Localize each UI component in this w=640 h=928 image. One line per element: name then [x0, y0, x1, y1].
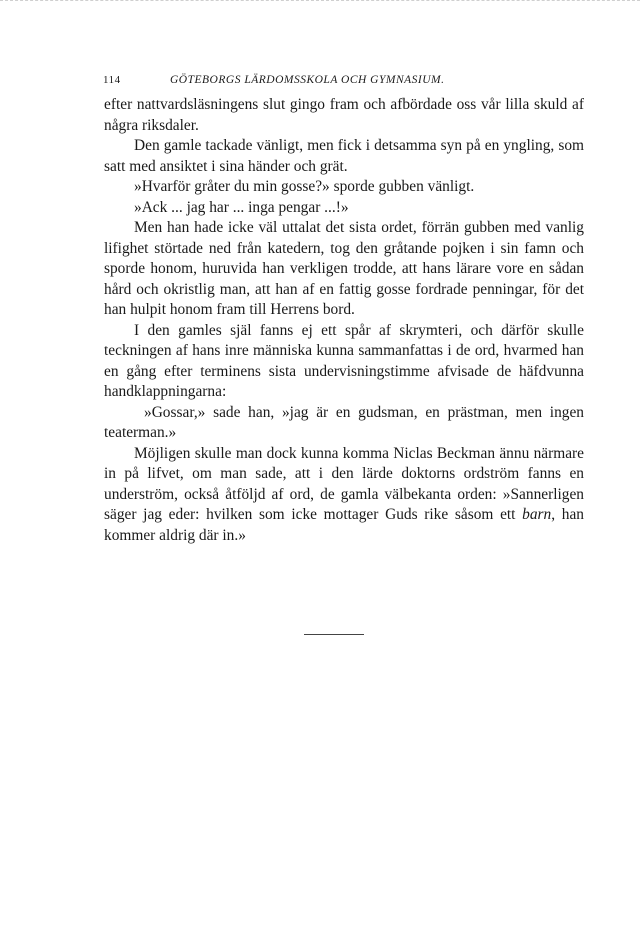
- paragraph-5: Men han hade icke väl uttalat det sista ordet, förrän gubben med vanlig lifighet störtade ned från katedern, tog den gråtande pojken i sin famn och sporde honom, huruvida han verkligen trodde, att hans lärare vore en sådan hård och okristlig man, att han af en fattig gosse fordrade penningar, för det han hulpit honom fram till Herrens bord.: [104, 219, 584, 318]
- section-end-rule: [304, 634, 364, 635]
- paragraph-8-text-b: , han kommer aldrig där in.»: [104, 506, 585, 544]
- running-head: [103, 74, 583, 90]
- page-number: 114: [103, 74, 121, 86]
- paragraph-1: efter nattvardsläsningens slut gingo fram och afbördade oss vår lilla skuld af några riksdaler.: [104, 96, 584, 134]
- body-text: [104, 95, 584, 546]
- paragraph-2: Den gamle tackade vänligt, men fick i detsamma syn på en yngling, som satt med ansiktet i sina händer och grät.: [104, 137, 584, 175]
- paragraph-8-emphasis: barn: [522, 506, 552, 523]
- paragraph-8: [104, 444, 584, 547]
- scan-edge-rule: [0, 0, 640, 2]
- paragraph-7: »Gossar,» sade han, »jag är en gudsman, en prästman, men ingen teaterman.»: [104, 403, 584, 441]
- paragraph-3: »Hvarför gråter du min gosse?» sporde gubben vänligt.: [134, 178, 475, 195]
- paragraph-6: I den gamles själ fanns ej ett spår af skrymteri, och därför skulle teckningen af hans inre människa kunna sammanfattas i de ord, hvarmed han en gång efter terminens sista undervisningstimme afvisade de häfdvunna handklappningarna:: [104, 321, 584, 400]
- paragraph-8-text-a: Möjligen skulle man dock kunna komma Niclas Beckman ännu närmare in på lifvet, om man sade, att i den lärde doktorns ordström fanns en underström, också åtföljd af ord, de gamla välbekanta orden: »Sannerligen säger jag eder: hvilken som icke mottager Guds rike såsom ett: [104, 444, 584, 523]
- paragraph-4: »Ack ... jag har ... inga pengar ...!»: [134, 198, 349, 216]
- running-title: GÖTEBORGS LÄRDOMSSKOLA OCH GYMNASIUM.: [170, 74, 445, 86]
